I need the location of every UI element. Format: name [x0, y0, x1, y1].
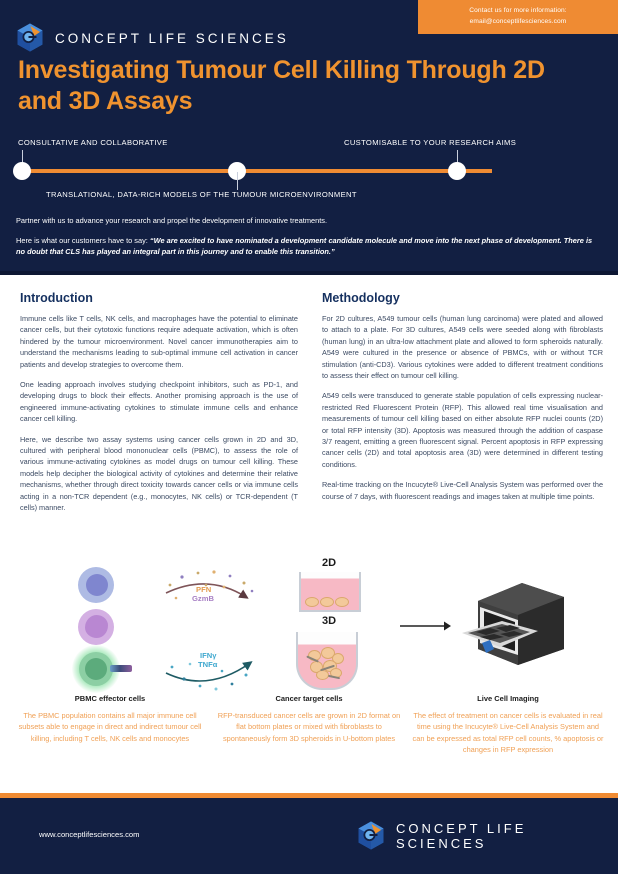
timeline-label-1: CONSULTATIVE AND COLLABORATIVE — [18, 138, 168, 147]
pbmc-effector-cell-group — [70, 565, 140, 695]
footer-website-url[interactable]: www.conceptlifesciences.com — [39, 830, 140, 839]
timeline-label-2: TRANSLATIONAL, DATA-RICH MODELS OF THE TUMOUR MICROENVIRONMENT — [46, 190, 357, 199]
timeline — [0, 138, 618, 208]
methodology-paragraph-2: A549 cells were transduced to generate stable population of cells expressing nuclear-restricted Red Fluorescent Protein (RFP). This allowed real time visualisation and measurements of tumour cell killing based on either absolute RFP nuclei counts (2D) or total RFP intensity (3D). Apoptosis was measured through the addition of caspase 3/7 reagent, emitting a green fluorescent signal. Percent apoptosis in RFP expressing cancer cells (2D) and total apoptosis area (3D) were determined in different testing conditions. — [322, 391, 603, 469]
contact-line-2: email@conceptlifesciences.com — [469, 17, 567, 25]
header-bottom-rule — [0, 271, 618, 275]
poster-body — [0, 279, 618, 789]
contact-banner — [418, 0, 618, 34]
introduction-paragraph-3: Here, we describe two assay systems using cancer cells grown in 2D and 3D, cultured with peripheral blood mononuclear cells (PBMC), to assess the role of various immune-activating cytokines as model drugs on tumour cell killing. These models help decipher the biological activity of cytokines and determine their relative mechanisms, whether through direct toxicity towards cancer cells or via immune cells acting in a non-TCR dependent (e.g., monocytes, NK cells) or TCR-dependent (T cells) manner. — [20, 434, 298, 513]
introduction-paragraph-1: Immune cells like T cells, NK cells, and macrophages have the potential to eliminate cancer cells, but their cytotoxic functions require adequate activation, which is often hindered by the tumour microenvironment. Novel cancer immunotherapies aim to understand the mechanisms leading to sub-optimal immune cell activation in cancer patients and develop strategies to overcome them. — [20, 314, 298, 369]
timeline-label-3: CUSTOMISABLE TO YOUR RESEARCH AIMS — [344, 138, 517, 147]
partner-statement: Partner with us to advance your research and propel the development of innovative treatments. — [16, 216, 327, 225]
page-title: Investigating Tumour Cell Killing Through 2D and 3D Assays — [18, 56, 545, 115]
label-2d: 2D — [322, 557, 337, 569]
testimonial-quote: “We are excited to have nominated a development candidate molecule and move into the next phase of development. There is no doubt that CLS has played an integral part in this journey and to enable this transition.” — [16, 236, 593, 256]
poster-footer — [0, 798, 618, 874]
methodology-paragraph-3: Real-time tracking on the Incucyte® Live-Cell Analysis System was performed over the course of 7 days, with fluorescent readings and images taken at multiple time points. — [322, 480, 603, 501]
timeline-tick-2 — [237, 172, 238, 190]
methodology-paragraph-1: For 2D cultures, A549 tumour cells (human lung carcinoma) were plated and allowed to attach to a plate. For 3D cultures, A549 cells were seeded along with fibroblasts (human lung) in an ultra-low attachment plate and allowed to form spheroids naturally. A549 were cultured in the presence or absence of PBMCs, with or without TCR stimulation (anti-CD3). Various cytokines were added to different treatment conditions to assess their effect on tumour cell killing. — [322, 314, 603, 381]
incucyte-instrument-icon — [460, 577, 570, 687]
contact-line-1: Contact us for more information: — [469, 7, 567, 14]
caption-title-cancer-target: Cancer target cells — [275, 694, 343, 703]
timeline-dot-3 — [448, 162, 466, 180]
label-pfn: PFN — [196, 585, 212, 594]
caption-title-live-cell-imaging: Live Cell Imaging — [477, 694, 539, 703]
caption-body-cancer-target: RFP-transduced cancer cells are grown in 2D format on flat bottom plates or mixed with fibroblasts to spontaneously form 3D spheroids in U-bottom plates — [217, 711, 401, 743]
process-arrow-icon — [400, 619, 452, 637]
assay-schematic-figure — [0, 557, 618, 707]
introduction-column — [20, 291, 298, 523]
caption-body-live-cell-imaging: The effect of treatment on cancer cells is evaluated in real time using the Incucyte® Live-Cell Analysis System and can be expressed as total RFP cell counts, % apoptosis or changes in RFP expression — [412, 711, 604, 755]
brand-lockup-header — [14, 22, 289, 54]
label-tnfa: TNFα — [198, 660, 218, 669]
methodology-heading: Methodology — [322, 291, 400, 305]
hexagon-logo-icon — [355, 820, 387, 852]
testimonial — [16, 235, 602, 257]
methodology-column — [322, 291, 603, 511]
label-3d: 3D — [322, 615, 337, 627]
introduction-paragraph-2: One leading approach involves studying checkpoint inhibitors, such as PD-1, and developing drugs to block their effects. Another promising approach is the use of engineered immune-activating cytokines to stimulate immune cells and enhance cancer cell killing. — [20, 380, 298, 424]
caption-title-pbmc: PBMC effector cells — [74, 694, 146, 703]
u-bottom-well-3d — [296, 632, 358, 690]
timeline-dot-1 — [13, 162, 31, 180]
label-ifng: IFNγ — [200, 651, 217, 660]
brand-name-header: CONCEPT LIFE SCIENCES — [55, 30, 289, 46]
cytokine-arrow-group — [160, 567, 270, 697]
caption-cancer-target — [213, 694, 405, 744]
figure-captions — [0, 694, 618, 789]
introduction-heading: Introduction — [20, 291, 93, 305]
caption-body-pbmc: The PBMC population contains all major immune cell subsets able to engage in direct and indirect tumour cell killing, including T cells, NK cells and monocytes — [18, 711, 202, 743]
testimonial-lead: Here is what our customers have to say: — [16, 236, 148, 245]
perforin-granzyme-arrow-icon — [160, 567, 270, 697]
poster-header — [0, 0, 618, 275]
label-gzmb: GzmB — [192, 594, 214, 603]
hexagon-logo-icon — [14, 22, 46, 54]
caption-live-cell-imaging — [412, 694, 604, 756]
cancer-target-cell-group — [282, 557, 387, 702]
flat-bottom-well-2d — [299, 572, 361, 612]
timeline-line — [22, 169, 492, 173]
brand-name-footer: CONCEPT LIFE SCIENCES — [396, 821, 527, 851]
brand-lockup-footer — [355, 820, 618, 852]
caption-pbmc — [14, 694, 206, 744]
